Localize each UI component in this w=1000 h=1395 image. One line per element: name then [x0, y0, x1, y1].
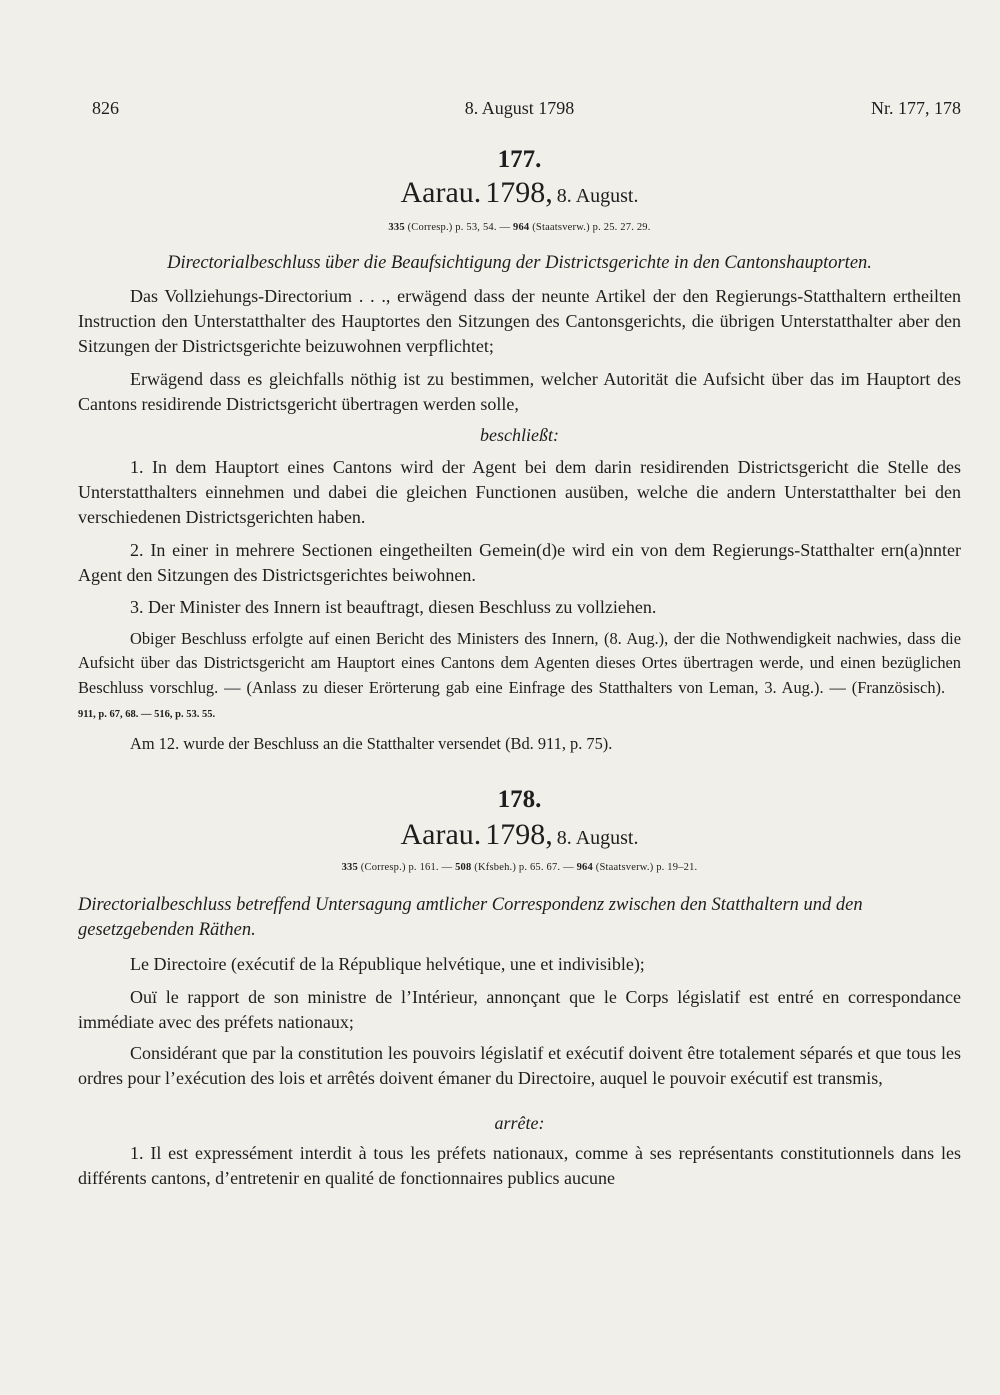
doc-178-place: Aarau.: [400, 818, 482, 851]
doc-177-archive-refs: 335 (Corresp.) p. 53, 54. — 964 (Staatsverw.) p. 25. 27. 29.: [388, 222, 651, 233]
doc-177-day: 8. August.: [556, 185, 639, 207]
doc-177-place-date: [78, 176, 961, 210]
doc-177-paragraph-1: Das Vollziehungs-Directorium . . ., erwägend dass der neunte Artikel der den Regierungs-Statthaltern ertheilten Instruction den Unterstatthalter des Hauptortes den Sitzungen des Cantonsgerichts, die übrigen Unterstatthalter aber den Sitzungen der Districtsgerichte beizuwohnen verpflichtet;: [78, 286, 961, 356]
doc-178-paragraph-1: Le Directoire (exécutif de la République helvétique, une et indivisible);: [130, 954, 645, 974]
doc-177-number: 177.: [497, 146, 542, 173]
doc-177-resolution: beschließt:: [480, 425, 559, 445]
doc-177-article-1: 1. In dem Hauptort eines Cantons wird der Agent bei dem darin residirenden Districtsgericht die Stelle des Unterstatthalters einnehmen und dabei die gleichen Functionen ausüben, welche die andern Unterstatthalter bei den verschiedenen Districtsgerichten haben.: [78, 457, 961, 527]
document-page: [78, 0, 961, 1395]
doc-178-year: 1798,: [485, 818, 553, 851]
doc-178-title: Directorialbeschluss betreffend Untersagung amtlicher Correspondenz zwischen den Statthaltern und den gesetzgebenden Räthen.: [78, 895, 863, 940]
doc-178-resolution: arrête:: [494, 1113, 545, 1133]
header-doc-range: Nr. 177, 178: [871, 98, 961, 118]
doc-177-editor-note-text: Obiger Beschluss erfolgte auf einen Bericht des Ministers des Innern, (8. Aug.), der die Nothwendigkeit nachwies, dass die Aufsicht über das Districtsgericht am Hauptort eines Cantons dem Agenten dieses Ortes übertragen werde, und einen bezüglichen Beschluss vorschlug. — (Anlass zu dieser Erörterung gab eine Einfrage des Statthalters von Leman, 3. Aug.). — (Französisch).: [78, 629, 961, 697]
doc-178-place-date: [78, 818, 961, 852]
running-head: [78, 98, 961, 124]
doc-178-number: 178.: [497, 786, 542, 813]
doc-177-dispatch-note: Am 12. wurde der Beschluss an die Statthalter versendet (Bd. 911, p. 75).: [130, 734, 613, 753]
doc-178-paragraph-3: Considérant que par la constitution les pouvoirs législatif et exécutif doivent être totalement séparés et que tous les ordres pour l’exécution des lois et arrêtés doivent émaner du Directoire, auquel le pouvoir exécutif est transmis,: [78, 1043, 961, 1088]
doc-177-paragraph-2: Erwägend dass es gleichfalls nöthig ist zu bestimmen, welcher Autorität die Aufsicht über das im Hauptort des Cantons residirende Districtsgericht übertragen werden solle,: [78, 369, 961, 414]
doc-177-title: Directorialbeschluss über die Beaufsichtigung der Districtsgerichte in den Cantonshauptorten.: [167, 253, 872, 273]
doc-177-editor-note-ref: 911, p. 67, 68. — 516, p. 53. 55.: [78, 708, 216, 720]
doc-178-day: 8. August.: [556, 827, 639, 849]
doc-177-article-3: 3. Der Minister des Innern ist beauftragt, diesen Beschluss zu vollziehen.: [130, 597, 657, 617]
doc-177-place: Aarau.: [400, 176, 482, 209]
doc-178-article-1: 1. Il est expressément interdit à tous les préfets nationaux, comme à ses représentants constitutionnels dans les différents cantons, d’entretenir en qualité de fonctionnaires publics aucune: [78, 1143, 961, 1188]
doc-178-paragraph-2: Ouï le rapport de son ministre de l’Intérieur, annonçant que le Corps législatif est entré en correspondance immédiate avec des préfets nationaux;: [78, 987, 961, 1032]
doc-177-article-2: 2. In einer in mehrere Sectionen eingetheilten Gemein(d)e wird ein von dem Regierungs-Statthalter ern(a)nnter Agent den Sitzungen des Districtsgerichtes beiwohnen.: [78, 540, 961, 585]
doc-177-editor-note: [78, 627, 961, 727]
header-date: 8. August 1798: [464, 98, 575, 118]
doc-178-archive-refs: 335 (Corresp.) p. 161. — 508 (Kfsbeh.) p. 65. 67. — 964 (Staatsverw.) p. 19–21.: [341, 862, 698, 873]
doc-177-year: 1798,: [485, 176, 553, 209]
page-number: 826: [92, 98, 119, 118]
